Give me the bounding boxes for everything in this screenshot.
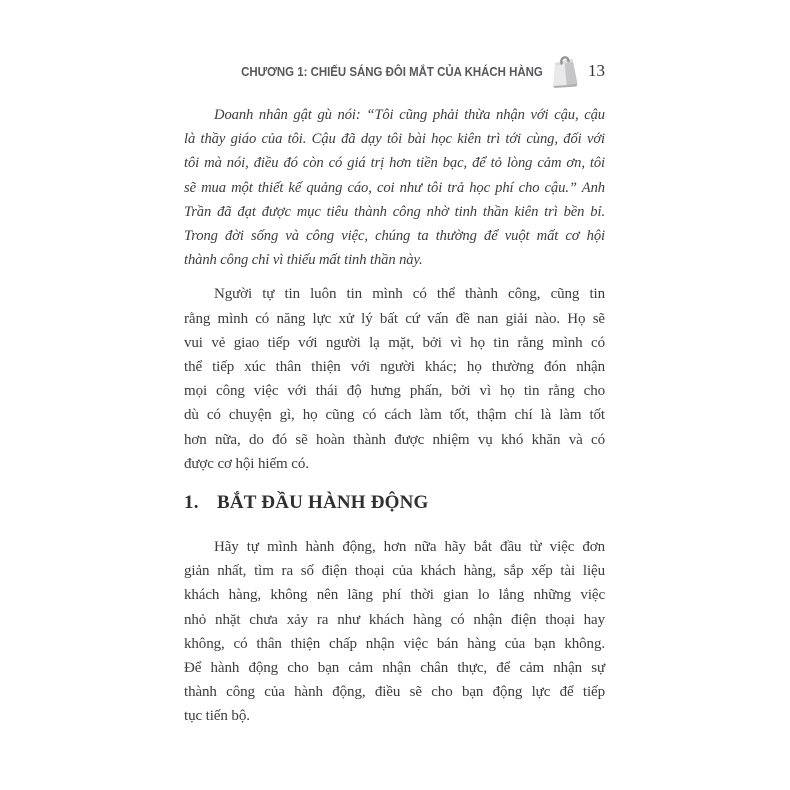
paragraph-action [184, 535, 605, 729]
paragraph-anecdote [184, 103, 605, 272]
text-line: Trong đời sống và công việc, chúng ta thường để vuột mất cơ hội [184, 228, 605, 245]
page-number: 13 [588, 61, 605, 80]
text-line: không, có thân thiện chấp nhận việc bán hàng của bạn không. [184, 635, 605, 652]
text-line: Người tự tin luôn tin mình có thể thành công, cũng tin [214, 286, 605, 303]
text-line: Doanh nhân gật gù nói: “Tôi cũng phải thừa nhận với cậu, cậu [214, 107, 605, 123]
chapter-title: CHƯƠNG 1: CHIẾU SÁNG ĐÔI MẮT CỦA KHÁCH HÀNG [241, 63, 543, 79]
text-line: thành công của hành động, điều sẽ cho bạn động lực để tiếp [184, 684, 605, 701]
text-line: hơn nữa, do đó sẽ hoàn thành được nhiệm vụ khó khăn và có [184, 431, 605, 448]
section-title: BẮT ĐẦU HÀNH ĐỘNG [217, 492, 429, 514]
text-line: là thầy giáo của tôi. Cậu đã dạy tôi bài học kiên trì tới cùng, đối với [184, 131, 605, 148]
text-line: vui vẻ giao tiếp với người lạ mặt, bởi vì họ tin rằng mình có [184, 334, 605, 351]
text-line: rằng mình có năng lực xử lý bất cứ vấn đề nan giải nào. Họ sẽ [184, 310, 605, 327]
text-column [184, 52, 605, 729]
text-line: được cơ hội hiếm có. [184, 455, 309, 472]
paragraph-confidence [184, 282, 605, 476]
text-line: giản nhất, tìm ra số điện thoại của khách hàng, sắp xếp tài liệu [184, 563, 605, 580]
text-line: sẽ mua một thiết kế quảng cáo, coi như tôi trả học phí cho cậu.” Anh [184, 179, 605, 196]
gift-bag-icon [550, 53, 580, 89]
text-line: Hãy tự mình hành động, hơn nữa hãy bắt đầu từ việc đơn [214, 539, 605, 556]
text-line: thành công chỉ vì thiếu mất tinh thần này. [184, 252, 423, 269]
text-line: Trần đã đạt được mục tiêu thành công nhờ tinh thần kiên trì bền bỉ. [184, 203, 605, 220]
text-line: thể tiếp xúc thân thiện với người khác; họ thường đón nhận [184, 359, 605, 376]
text-line: tục tiến bộ. [184, 708, 250, 725]
text-line: khách hàng, không nên lãng phí thời gian lo lắng những việc [184, 587, 605, 604]
running-header [184, 52, 605, 90]
text-line: nhỏ nhặt chưa xảy ra như khách hàng có nhận điện thoại hay [184, 611, 605, 628]
text-line: tôi mà nói, điều đó còn có giá trị hơn tiền bạc, để tỏ lòng cảm ơn, tôi [184, 155, 605, 172]
section-heading [184, 492, 605, 518]
text-line: dù có chuyện gì, họ cũng có cách làm tốt, thậm chí là làm tốt [184, 407, 605, 424]
section-number: 1. [184, 492, 199, 514]
text-line: mọi công việc với thái độ hưng phấn, bởi vì họ tin rằng cho [184, 383, 605, 400]
text-line: Để hành động cho bạn cảm nhận chân thực, để cảm nhận sự [184, 660, 605, 677]
